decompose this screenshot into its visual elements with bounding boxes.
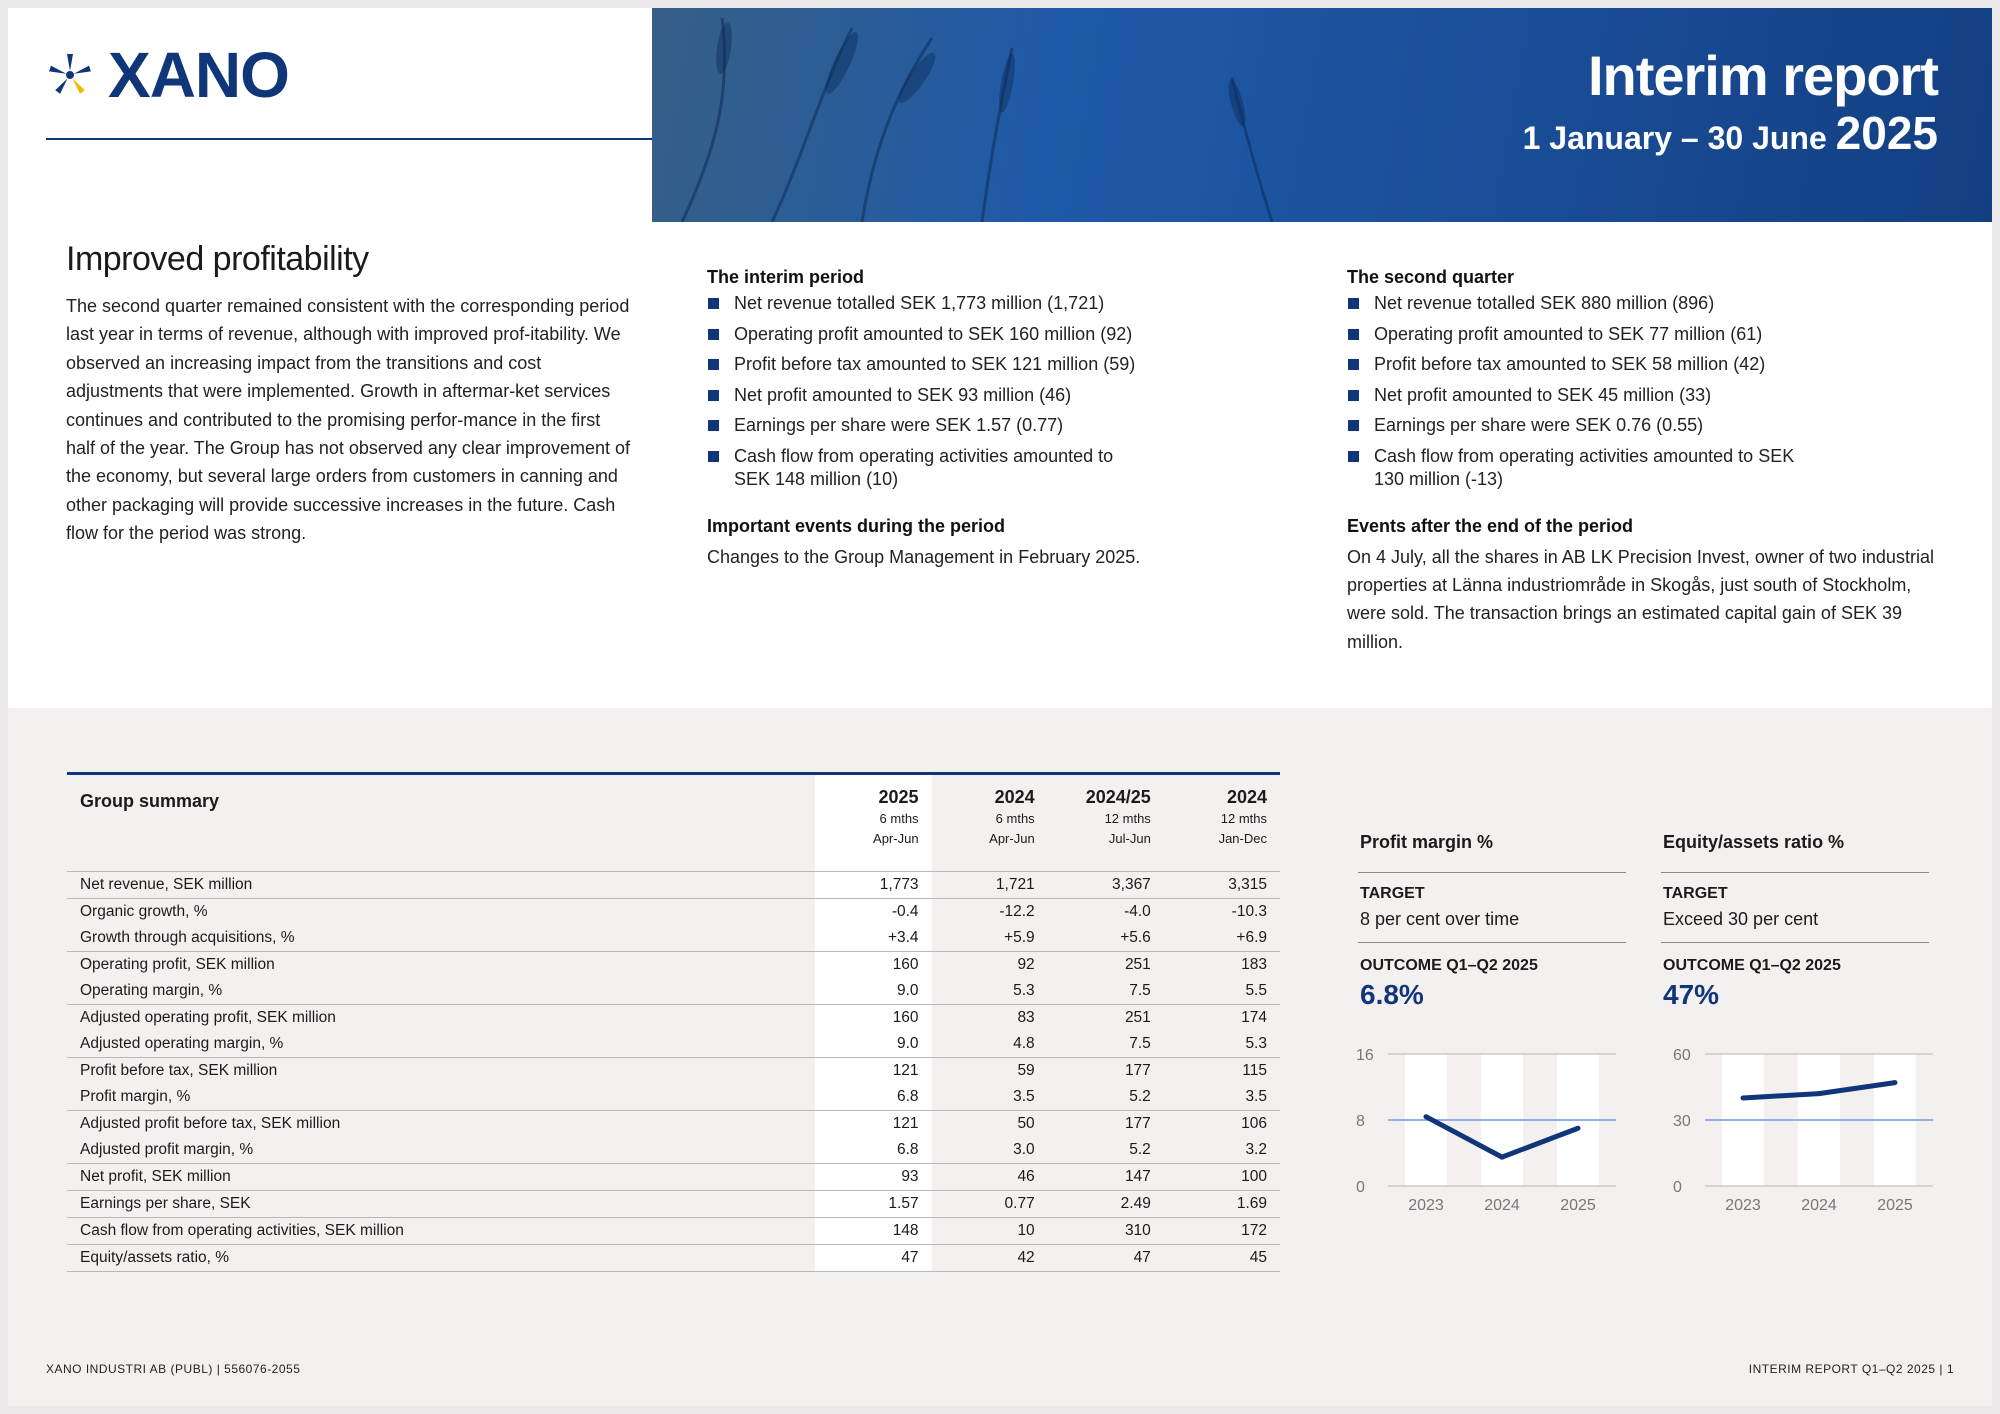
row-label: Net revenue, SEK million [67, 872, 815, 899]
table-row [67, 1111, 1280, 1138]
page-headline: Improved profitability [66, 240, 369, 278]
interim-period-column [707, 264, 1227, 571]
report-period [1522, 107, 1938, 159]
row-value: +5.6 [1120, 929, 1151, 946]
list-item: Net profit amounted to SEK 45 million (33) [1347, 384, 1947, 407]
row-value: 1.69 [1164, 1191, 1280, 1218]
list-item: Net revenue totalled SEK 880 million (896) [1347, 292, 1947, 315]
table-row [67, 1191, 1280, 1218]
table-row [67, 1164, 1280, 1191]
kpi-outcome-value: 47% [1663, 979, 1720, 1010]
row-value: 177 [1048, 1058, 1164, 1085]
row-value: -0.4 [815, 899, 931, 926]
row-value: 310 [1048, 1218, 1164, 1245]
report-title [1522, 44, 1938, 159]
row-label: Net profit, SEK million [67, 1164, 815, 1191]
row-value: 100 [1164, 1164, 1280, 1191]
report-page [8, 8, 1992, 1406]
report-year: 2025 [1835, 107, 1938, 159]
interim-list [707, 292, 1227, 491]
interim-events-text: Changes to the Group Management in February 2025. [707, 546, 1141, 567]
equity-ratio-chart [1665, 1042, 1945, 1222]
chart-y-tick-label: 8 [1356, 1113, 1365, 1130]
chart-data-point [1741, 1096, 1746, 1101]
bullet-square-icon [708, 390, 719, 401]
row-value: 147 [1048, 1164, 1164, 1191]
row-value: 9.0 [815, 978, 931, 1005]
kpi-target-value: 8 per cent over time [1358, 909, 1626, 943]
row-value: 47 [815, 1245, 931, 1272]
row-value: 3.0 [1013, 1141, 1035, 1158]
table-header [67, 775, 1280, 872]
bullet-square-icon [708, 420, 719, 431]
chart-x-tick-label: 2025 [1560, 1197, 1596, 1214]
table-row [67, 1058, 1280, 1085]
row-value: 251 [1048, 952, 1164, 979]
row-label: Adjusted profit margin, % [80, 1141, 254, 1158]
list-item: Profit before tax amounted to SEK 121 million (59) [707, 353, 1227, 376]
table-row [67, 1084, 1280, 1111]
table-row [67, 978, 1280, 1005]
list-item: Cash flow from operating activities amounted to SEK 148 million (10) [707, 445, 1154, 491]
row-value: 93 [815, 1164, 931, 1191]
bullet-square-icon [1348, 359, 1359, 370]
quarter-events-heading: Events after the end of the period [1347, 515, 1634, 536]
kpi-outcome-value: 6.8% [1360, 979, 1424, 1010]
chart-data-point [1817, 1091, 1822, 1096]
row-label: Equity/assets ratio, % [67, 1245, 815, 1272]
list-item: Earnings per share were SEK 1.57 (0.77) [707, 414, 1227, 437]
brand-name: XANO [108, 39, 289, 111]
row-label: Adjusted operating margin, % [80, 1035, 284, 1052]
quarter-heading: The second quarter [1347, 267, 1515, 287]
chart-x-tick-label: 2025 [1877, 1197, 1913, 1214]
row-value: 172 [1164, 1218, 1280, 1245]
bullet-square-icon [1348, 390, 1359, 401]
quarter-events-text: On 4 July, all the shares in AB LK Precision Invest, owner of two industrial properties at Länna industriområde in Skogås, just south of Stockholm, were sold. The transaction brings an estimated capital gain of SEK 39 million. [1347, 546, 1934, 652]
table-row [67, 1137, 1280, 1164]
row-value: 160 [815, 952, 931, 979]
row-value: 1.57 [815, 1191, 931, 1218]
row-value: 7.5 [1129, 982, 1151, 999]
row-value: 9.0 [815, 1031, 931, 1058]
list-item: Earnings per share were SEK 0.76 (0.55) [1347, 414, 1947, 437]
list-item: Net profit amounted to SEK 93 million (46) [707, 384, 1227, 407]
table-body [67, 872, 1280, 1272]
row-label: Operating margin, % [80, 982, 223, 999]
kpi-target-value: Exceed 30 per cent [1661, 909, 1929, 943]
kpi-target-label: TARGET [1360, 885, 1425, 902]
row-value: 0.77 [932, 1191, 1048, 1218]
row-value: -10.3 [1164, 899, 1280, 926]
row-value: 6.8 [815, 1084, 931, 1111]
chart-data-point [1576, 1126, 1581, 1131]
list-item: Operating profit amounted to SEK 77 million (61) [1347, 323, 1947, 346]
chart-y-tick-label: 16 [1356, 1047, 1374, 1064]
quarter-list [1347, 292, 1947, 491]
kpi-target-label: TARGET [1663, 885, 1728, 902]
column-header: 2024/25 12 mths Jul-Jun [1085, 787, 1151, 846]
chart-x-tick-label: 2024 [1484, 1197, 1520, 1214]
row-label: Adjusted profit before tax, SEK million [67, 1111, 815, 1138]
row-value: 3,315 [1164, 872, 1280, 899]
row-value: 174 [1164, 1005, 1280, 1032]
second-quarter-column [1347, 264, 1947, 656]
row-value: 83 [932, 1005, 1048, 1032]
row-value: 59 [932, 1058, 1048, 1085]
row-value: 1,721 [932, 872, 1048, 899]
row-value: +6.9 [1236, 929, 1267, 946]
logo-divider [46, 138, 660, 140]
row-label: Profit before tax, SEK million [67, 1058, 815, 1085]
bullet-square-icon [708, 451, 719, 462]
list-item: Profit before tax amounted to SEK 58 million (42) [1347, 353, 1947, 376]
row-value: 2.49 [1048, 1191, 1164, 1218]
table-row [67, 1031, 1280, 1058]
table-row [67, 925, 1280, 952]
row-value: 7.5 [1129, 1035, 1151, 1052]
row-value: -12.2 [932, 899, 1048, 926]
row-value: +3.4 [815, 925, 931, 952]
kpi-title: Equity/assets ratio % [1661, 824, 1929, 873]
row-value: 50 [932, 1111, 1048, 1138]
chart-y-tick-label: 0 [1673, 1179, 1682, 1196]
bullet-square-icon [1348, 451, 1359, 462]
row-value: 3.2 [1245, 1141, 1267, 1158]
report-period-range: 1 January – 30 June [1522, 120, 1827, 156]
profit-margin-chart [1348, 1042, 1628, 1222]
table-row [67, 1218, 1280, 1245]
row-value: 115 [1164, 1058, 1280, 1085]
row-value: 47 [1048, 1245, 1164, 1272]
row-value: 4.8 [1013, 1035, 1035, 1052]
table-row [67, 872, 1280, 899]
row-value: 42 [932, 1245, 1048, 1272]
row-label: Growth through acquisitions, % [80, 929, 295, 946]
kpi-outcome-label: OUTCOME Q1–Q2 2025 [1360, 957, 1538, 974]
header-banner [652, 8, 1992, 222]
bullet-square-icon [1348, 329, 1359, 340]
group-summary-table [67, 772, 1280, 1272]
chart-y-tick-label: 30 [1673, 1113, 1691, 1130]
row-value: -4.0 [1048, 899, 1164, 926]
table-row [67, 899, 1280, 926]
row-value: 5.2 [1129, 1088, 1151, 1105]
chart-data-point [1424, 1114, 1429, 1119]
row-value: 5.5 [1245, 982, 1267, 999]
chart-x-tick-label: 2024 [1801, 1197, 1837, 1214]
table-row [67, 1245, 1280, 1272]
kpi-outcome-label: OUTCOME Q1–Q2 2025 [1663, 957, 1841, 974]
row-value: 5.3 [1013, 982, 1035, 999]
row-label: Operating profit, SEK million [67, 952, 815, 979]
table-row [67, 1005, 1280, 1032]
logo [46, 39, 289, 111]
interim-events-heading: Important events during the period [707, 515, 1006, 536]
row-label: Cash flow from operating activities, SEK million [67, 1218, 815, 1245]
row-value: +5.9 [1004, 929, 1035, 946]
chart-x-tick-label: 2023 [1725, 1197, 1761, 1214]
row-value: 6.8 [815, 1137, 931, 1164]
list-item: Operating profit amounted to SEK 160 million (92) [707, 323, 1227, 346]
column-header: 2024 6 mths Apr-Jun [989, 787, 1035, 846]
row-value: 160 [815, 1005, 931, 1032]
chart-y-tick-label: 0 [1356, 1179, 1365, 1196]
row-value: 5.3 [1245, 1035, 1267, 1052]
row-value: 251 [1048, 1005, 1164, 1032]
row-value: 10 [932, 1218, 1048, 1245]
column-header: 2024 12 mths Jan-Dec [1218, 787, 1267, 846]
row-value: 148 [815, 1218, 931, 1245]
bullet-square-icon [708, 298, 719, 309]
chart-data-point [1893, 1080, 1898, 1085]
row-value: 3.5 [1013, 1088, 1035, 1105]
row-value: 1,773 [815, 872, 931, 899]
row-label: Organic growth, % [67, 899, 815, 926]
bullet-square-icon [708, 329, 719, 340]
row-value: 46 [932, 1164, 1048, 1191]
chart-x-tick-label: 2023 [1408, 1197, 1444, 1214]
kpi-equity-ratio [1661, 824, 1929, 1011]
bullet-square-icon [708, 359, 719, 370]
row-value: 45 [1164, 1245, 1280, 1272]
interim-heading: The interim period [707, 267, 865, 287]
list-item: Net revenue totalled SEK 1,773 million (1,721) [707, 292, 1227, 315]
row-value: 177 [1048, 1111, 1164, 1138]
row-value: 92 [932, 952, 1048, 979]
row-value: 121 [815, 1058, 931, 1085]
kpi-title: Profit margin % [1358, 824, 1626, 873]
chart-data-point [1500, 1155, 1505, 1160]
row-value: 3.5 [1245, 1088, 1267, 1105]
bullet-square-icon [1348, 420, 1359, 431]
intro-paragraph: The second quarter remained consistent with the corresponding period last year in terms of revenue, although with improved prof-itability. We observed an increasing impact from the transitions and cost adjustments that were implemented. Growth in aftermar-ket services continues and contributed to the promising perfor-mance in the first half of the year. The Group has not observed any clear improvement of the economy, but several large orders from customers in canning and other packaging will provide successive increases in the future. Cash flow for the period was strong. [66, 296, 630, 544]
chart-y-tick-label: 60 [1673, 1047, 1691, 1064]
row-value: 121 [815, 1111, 931, 1138]
report-title-text: Interim report [1587, 44, 1938, 107]
footer-company: XANO INDUSTRI AB (PUBL) | 556076-2055 [46, 1362, 301, 1376]
row-value: 5.2 [1129, 1141, 1151, 1158]
row-value: 106 [1164, 1111, 1280, 1138]
row-value: 183 [1164, 952, 1280, 979]
top-section [8, 8, 1992, 708]
table-title: Group summary [80, 791, 220, 811]
row-value: 3,367 [1048, 872, 1164, 899]
kpi-profit-margin [1358, 824, 1626, 1011]
column-header: 2025 6 mths Apr-Jun [815, 775, 931, 872]
table-row [67, 952, 1280, 979]
row-label: Earnings per share, SEK [67, 1191, 815, 1218]
list-item: Cash flow from operating activities amounted to SEK 130 million (-13) [1347, 445, 1814, 491]
xano-star-icon [46, 51, 94, 99]
bullet-square-icon [1348, 298, 1359, 309]
footer-page-info: INTERIM REPORT Q1–Q2 2025 | 1 [1748, 1362, 1954, 1376]
row-label: Adjusted operating profit, SEK million [67, 1005, 815, 1032]
row-label: Profit margin, % [80, 1088, 191, 1105]
